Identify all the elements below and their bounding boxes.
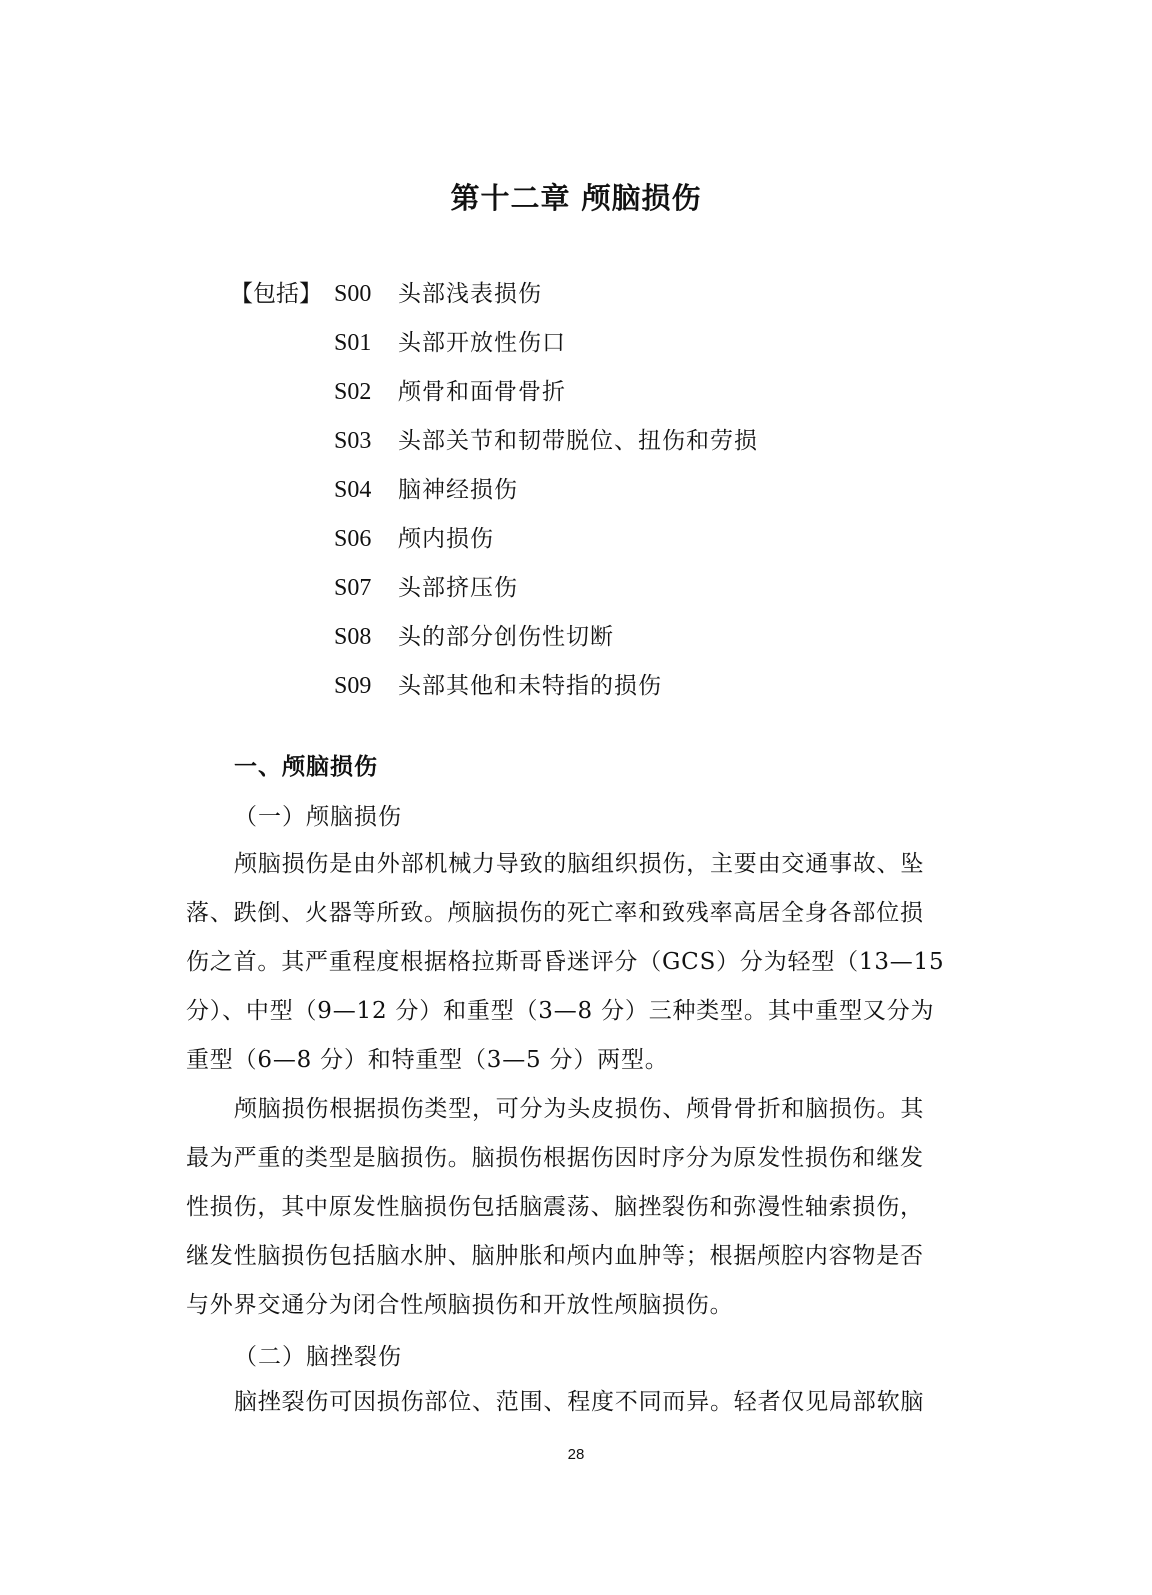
includes-row bbox=[230, 325, 758, 374]
paragraph-line: 颅脑损伤根据损伤类型，可分为头皮损伤、颅骨骨折和脑损伤。其 bbox=[234, 1096, 925, 1122]
icd-description: 颅内损伤 bbox=[398, 526, 494, 552]
paragraph-line: 颅脑损伤是由外部机械力导致的脑组织损伤，主要由交通事故、坠 bbox=[234, 851, 925, 877]
includes-row bbox=[230, 521, 758, 570]
subsection-heading: （二）脑挫裂伤 bbox=[234, 1344, 402, 1370]
icd-description: 脑神经损伤 bbox=[398, 477, 518, 503]
includes-row bbox=[230, 668, 758, 717]
paragraph-line: 落、跌倒、火器等所致。颅脑损伤的死亡率和致残率高居全身各部位损 bbox=[186, 900, 924, 926]
includes-row bbox=[230, 374, 758, 423]
icd-code: S01 bbox=[334, 330, 372, 356]
icd-description: 头的部分创伤性切断 bbox=[398, 624, 614, 650]
paragraph bbox=[186, 1378, 946, 1427]
icd-description: 头部其他和未特指的损伤 bbox=[398, 673, 662, 699]
includes-row bbox=[230, 619, 758, 668]
includes-row bbox=[230, 276, 758, 325]
icd-code: S02 bbox=[334, 379, 372, 405]
paragraph-line: 继发性脑损伤包括脑水肿、脑肿胀和颅内血肿等；根据颅腔内容物是否 bbox=[186, 1243, 924, 1269]
icd-description: 颅骨和面骨骨折 bbox=[398, 379, 566, 405]
icd-code: S00 bbox=[334, 281, 372, 307]
icd-code: S04 bbox=[334, 477, 372, 503]
icd-description: 头部浅表损伤 bbox=[398, 281, 542, 307]
paragraph-line: 重型（6—8 分）和特重型（3—5 分）两型。 bbox=[186, 1047, 669, 1073]
page-number: 28 bbox=[567, 1446, 585, 1463]
icd-code: S07 bbox=[334, 575, 372, 601]
includes-row bbox=[230, 423, 758, 472]
paragraph-line: 分）、中型（9—12 分）和重型（3—8 分）三种类型。其中重型又分为 bbox=[186, 998, 935, 1024]
icd-description: 头部挤压伤 bbox=[398, 575, 518, 601]
chapter-title: 第十二章 颅脑损伤 bbox=[450, 181, 702, 215]
paragraph-line: 性损伤，其中原发性脑损伤包括脑震荡、脑挫裂伤和弥漫性轴索损伤， bbox=[186, 1194, 924, 1220]
subsection-heading: （一）颅脑损伤 bbox=[234, 804, 402, 830]
paragraph-line: 与外界交通分为闭合性颅脑损伤和开放性颅脑损伤。 bbox=[186, 1292, 734, 1318]
icd-description: 头部开放性伤口 bbox=[398, 330, 566, 356]
icd-code: S08 bbox=[334, 624, 372, 650]
includes-list bbox=[230, 276, 758, 717]
includes-row bbox=[230, 570, 758, 619]
paragraph-line: 伤之首。其严重程度根据格拉斯哥昏迷评分（GCS）分为轻型（13—15 bbox=[186, 949, 945, 975]
icd-code: S03 bbox=[334, 428, 372, 454]
paragraph-line: 脑挫裂伤可因损伤部位、范围、程度不同而异。轻者仅见局部软脑 bbox=[234, 1389, 925, 1415]
paragraph-line: 最为严重的类型是脑损伤。脑损伤根据伤因时序分为原发性损伤和继发 bbox=[186, 1145, 924, 1171]
includes-label: 【包括】 bbox=[230, 281, 322, 307]
icd-code: S06 bbox=[334, 526, 372, 552]
section-heading: 一、颅脑损伤 bbox=[234, 754, 378, 780]
icd-description: 头部关节和韧带脱位、扭伤和劳损 bbox=[398, 428, 758, 454]
paragraph bbox=[186, 1085, 946, 1330]
includes-row bbox=[230, 472, 758, 521]
icd-code: S09 bbox=[334, 673, 372, 699]
paragraph bbox=[186, 840, 946, 1085]
